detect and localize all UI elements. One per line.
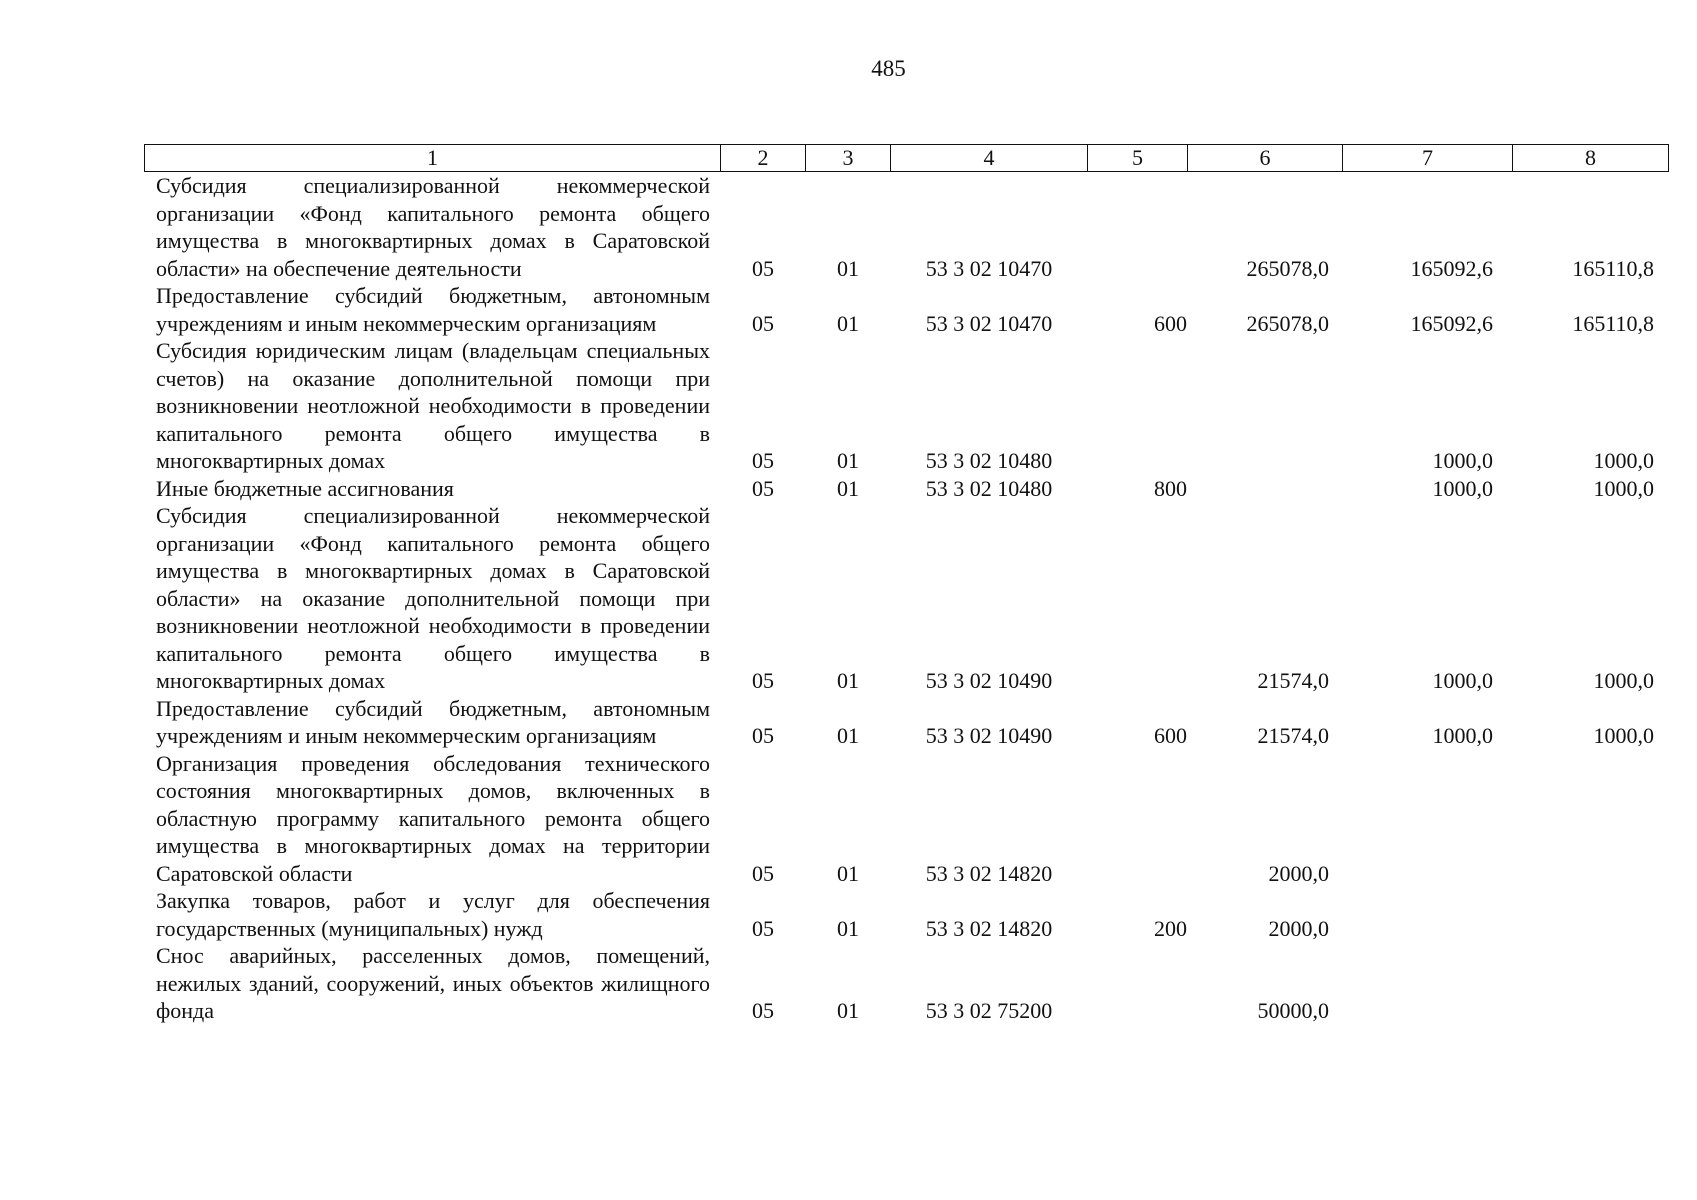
cell-amount-8: 1000,0: [1593, 448, 1654, 473]
cell-amount-6: 2000,0: [1268, 915, 1329, 941]
cell-expense-type: 600: [1154, 310, 1187, 336]
column-header: 3: [806, 145, 891, 172]
row-description: Субсидия специализированной некоммерческой организации «Фонд капитального ремонта общего имущества в многоквартирных домах в Саратовской области» на оказание дополнительной помощи при возникновении неотложной необходимости в проведении капитального ремонта общего имущества в многоквартирных домах: [156, 503, 710, 693]
cell-section: 05: [752, 310, 774, 336]
page-number: 485: [871, 56, 906, 81]
cell-section: 05: [752, 475, 774, 501]
cell-target-code: 53 3 02 14820: [925, 860, 1053, 886]
cell-subsection: 01: [837, 998, 859, 1023]
cell-amount-8: 1000,0: [1593, 475, 1654, 501]
column-header: 2: [721, 145, 806, 172]
cell-amount-7: 1000,0: [1432, 668, 1493, 693]
cell-target-code: 53 3 02 10480: [925, 475, 1053, 501]
table-row: [144, 502, 1664, 695]
column-header: 5: [1088, 145, 1188, 172]
cell-amount-6: 21574,0: [1257, 668, 1329, 693]
cell-amount-6: 50000,0: [1257, 998, 1329, 1023]
cell-section: 05: [752, 448, 774, 473]
row-description: Субсидия специализированной некоммерческой организации «Фонд капитального ремонта общего имущества в многоквартирных домах в Саратовской области» на обеспечение деятельности: [156, 173, 710, 281]
table-row: [144, 337, 1664, 475]
cell-subsection: 01: [837, 723, 859, 748]
cell-subsection: 01: [837, 448, 859, 473]
cell-section: 05: [752, 255, 774, 281]
cell-target-code: 53 3 02 10490: [925, 723, 1053, 748]
cell-amount-6: 265078,0: [1246, 255, 1329, 281]
cell-subsection: 01: [837, 860, 859, 886]
table-body: [144, 172, 1664, 1025]
cell-subsection: 01: [837, 915, 859, 941]
cell-section: 05: [752, 723, 774, 748]
cell-amount-8: 165110,8: [1572, 310, 1654, 336]
column-header-row: [145, 145, 1669, 172]
table-row: [144, 695, 1664, 750]
table-row: [144, 750, 1664, 888]
column-header: 4: [891, 145, 1088, 172]
row-description: Организация проведения обследования технического состояния многоквартирных домов, включенных в областную программу капитального ремонта общего имущества в многоквартирных домах на территории Саратовской области: [156, 750, 710, 886]
cell-subsection: 01: [837, 310, 859, 336]
cell-target-code: 53 3 02 75200: [925, 998, 1053, 1023]
column-header: 1: [145, 145, 721, 172]
row-description: Предоставление субсидий бюджетным, автономным учреждениям и иным некоммерческим организациям: [156, 283, 710, 336]
cell-section: 05: [752, 915, 774, 941]
cell-target-code: 53 3 02 10490: [925, 668, 1053, 693]
cell-amount-6: 2000,0: [1268, 860, 1329, 886]
column-header: 6: [1188, 145, 1343, 172]
cell-expense-type: 200: [1154, 915, 1187, 941]
cell-amount-6: 265078,0: [1246, 310, 1329, 336]
cell-amount-8: 1000,0: [1593, 668, 1654, 693]
cell-section: 05: [752, 668, 774, 693]
cell-target-code: 53 3 02 10480: [925, 448, 1053, 473]
table-row: [144, 475, 1664, 503]
cell-amount-7: 165092,6: [1410, 310, 1493, 336]
row-description: Иные бюджетные ассигнования: [156, 475, 454, 501]
cell-target-code: 53 3 02 10470: [925, 255, 1053, 281]
column-header: 7: [1343, 145, 1513, 172]
cell-amount-8: 1000,0: [1593, 723, 1654, 748]
row-description: Снос аварийных, расселенных домов, помещений, нежилых зданий, сооружений, иных объектов жилищного фонда: [156, 943, 710, 1023]
cell-amount-7: 1000,0: [1432, 475, 1493, 501]
table-row: [144, 172, 1664, 282]
table-row: [144, 887, 1664, 942]
cell-amount-7: 1000,0: [1432, 448, 1493, 473]
column-header-table: [144, 144, 1669, 172]
cell-amount-7: 165092,6: [1410, 255, 1493, 281]
row-description: Субсидия юридическим лицам (владельцам специальных счетов) на оказание дополнительной помощи при возникновении неотложной необходимости в проведении капитального ремонта общего имущества в многоквартирных домах: [156, 338, 710, 473]
cell-target-code: 53 3 02 10470: [925, 310, 1053, 336]
cell-subsection: 01: [837, 668, 859, 693]
cell-amount-7: 1000,0: [1432, 723, 1493, 748]
cell-target-code: 53 3 02 14820: [925, 915, 1053, 941]
cell-subsection: 01: [837, 255, 859, 281]
cell-subsection: 01: [837, 475, 859, 501]
table-row: [144, 942, 1664, 1025]
column-header: 8: [1513, 145, 1669, 172]
cell-amount-8: 165110,8: [1572, 255, 1654, 281]
table-row: [144, 282, 1664, 337]
row-description: Закупка товаров, работ и услуг для обеспечения государственных (муниципальных) нужд: [156, 888, 710, 941]
cell-section: 05: [752, 998, 774, 1023]
cell-expense-type: 800: [1154, 475, 1187, 501]
cell-expense-type: 600: [1154, 723, 1187, 748]
cell-section: 05: [752, 860, 774, 886]
row-description: Предоставление субсидий бюджетным, автономным учреждениям и иным некоммерческим организациям: [156, 695, 710, 748]
cell-amount-6: 21574,0: [1257, 723, 1329, 748]
